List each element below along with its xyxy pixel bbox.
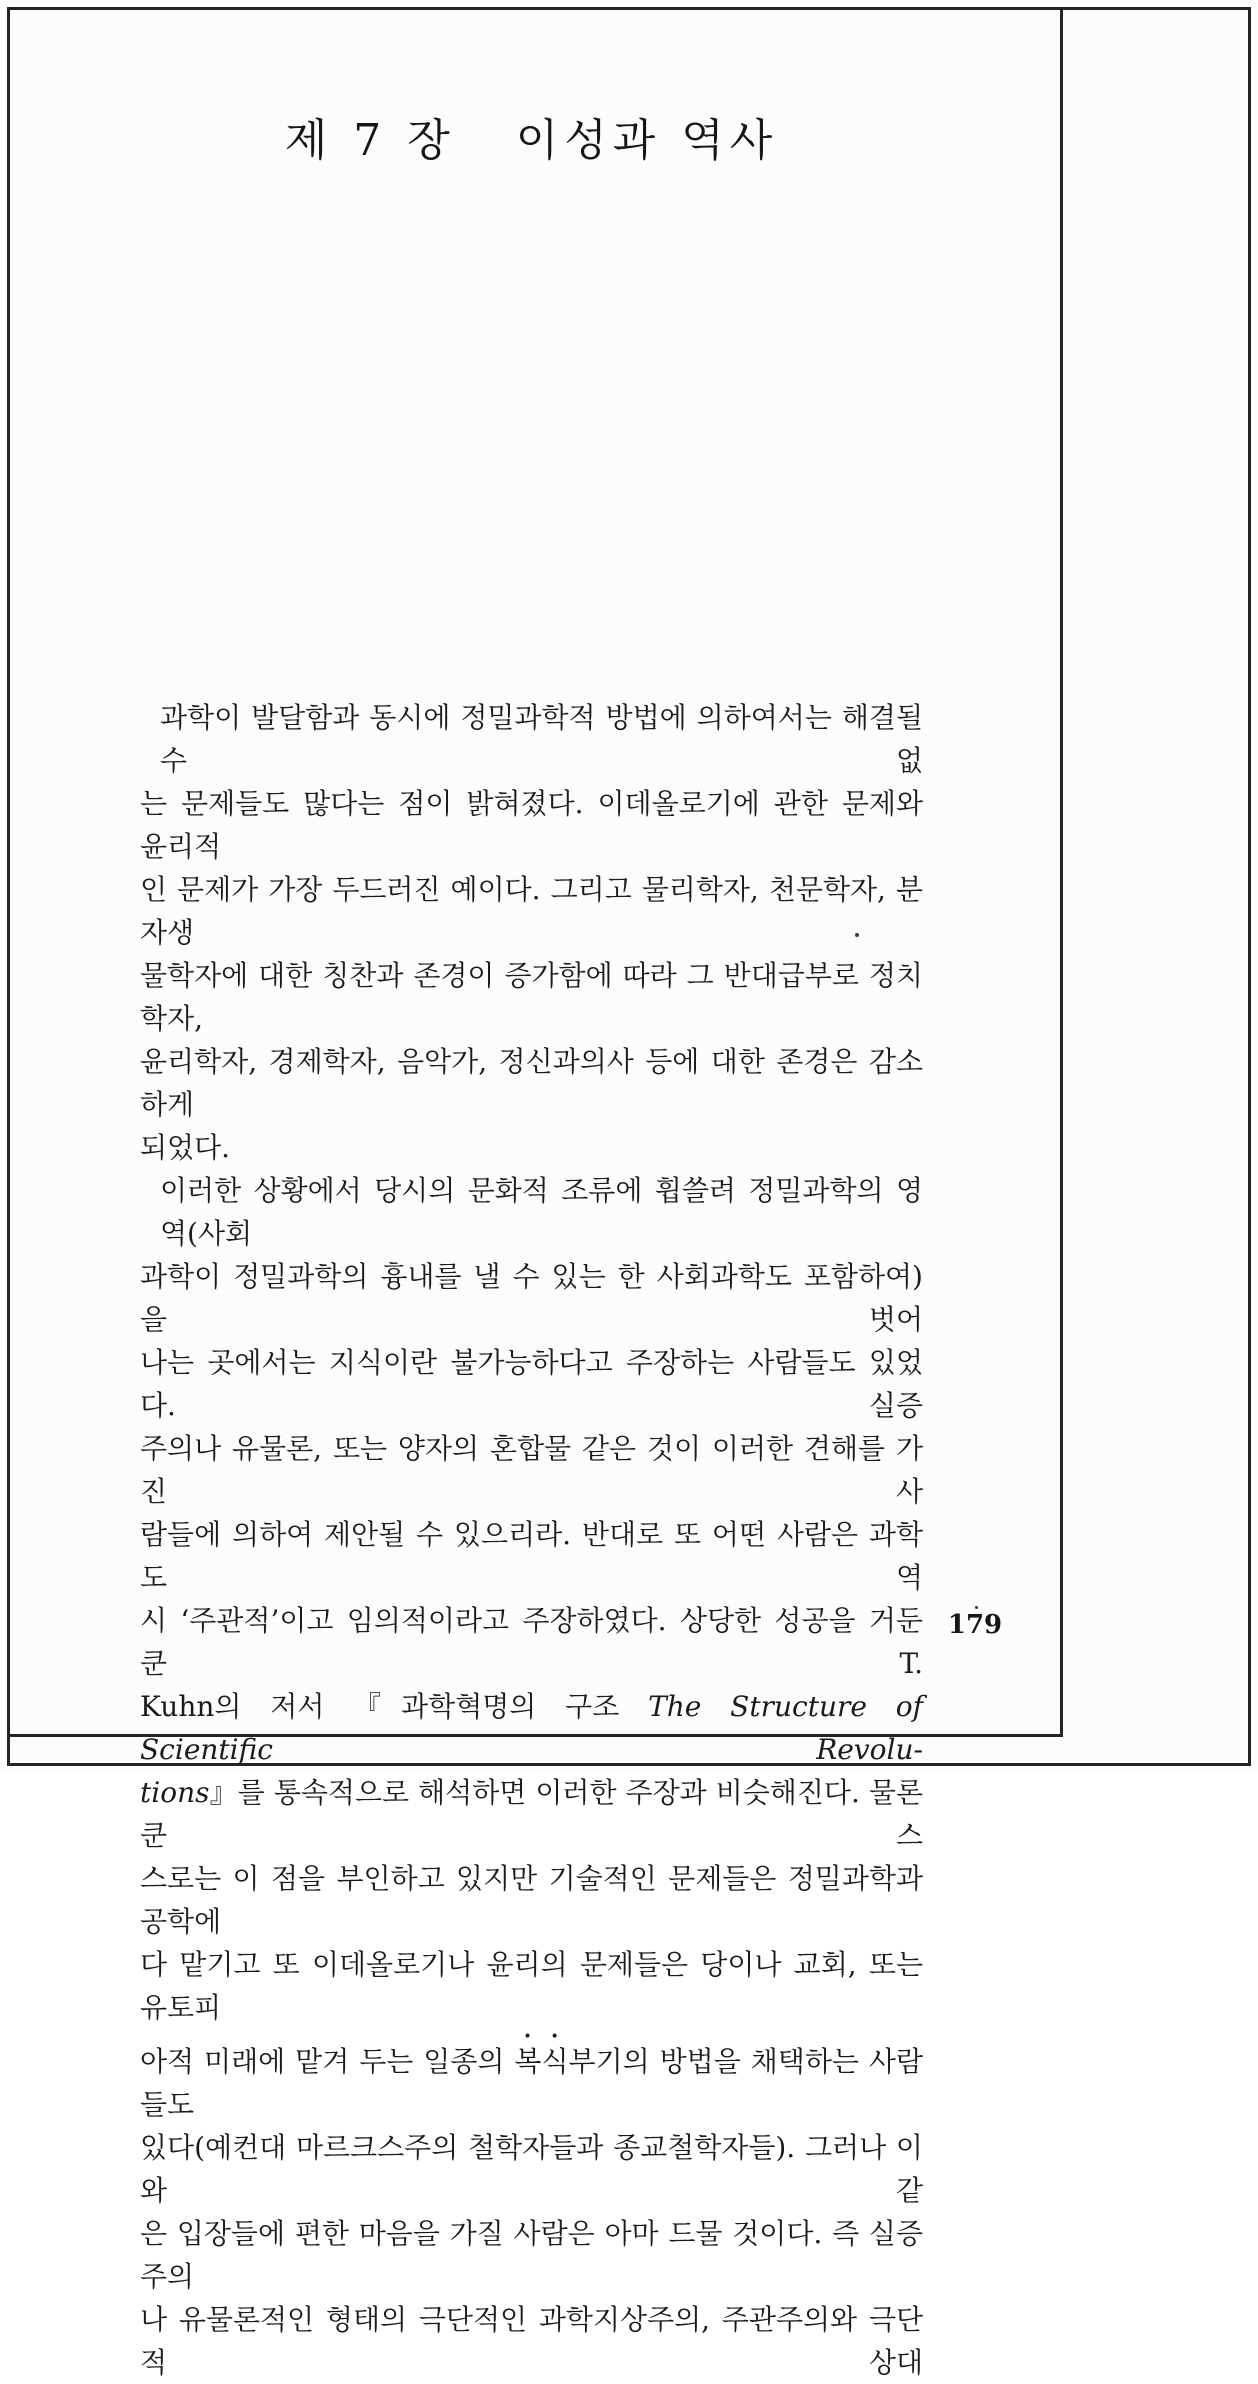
english-italic-text: tions xyxy=(140,1776,210,1809)
korean-text: 부기의 방법을 채택하는 사람들도 xyxy=(140,2045,923,2121)
scan-speck xyxy=(855,933,859,937)
korean-text: 주의나 유물론, 또는 양자의 혼합물 같은 것이 이러한 견해를 가진 사 xyxy=(140,1432,923,1508)
korean-text: 은 입장들에 편한 마음을 가질 사람은 아마 드물 것이다. 즉 실증주의 xyxy=(140,2217,923,2293)
korean-text: 물학자에 대한 칭찬과 존경이 증가함에 따라 그 반대급부로 정치학자, xyxy=(140,959,923,1035)
korean-text: 아적 미래에 맡겨 두는 일종의 xyxy=(140,2045,515,2078)
text-line xyxy=(140,696,923,782)
text-line xyxy=(140,2126,923,2212)
korean-text: 과학이 정밀과학의 흉내를 낼 수 있는 한 사회과학도 포함하여)을 벗어 xyxy=(140,1260,923,1336)
english-italic-text: The Structure of Scientific Revolu- xyxy=(140,1690,923,1766)
text-line xyxy=(140,1427,923,1513)
text-line xyxy=(140,1126,923,1169)
text-line xyxy=(140,2029,923,2126)
korean-text: 는 문제들도 많다는 점이 밝혀졌다. 이데올로기에 관한 문제와 윤리적 xyxy=(140,787,923,863)
text-line xyxy=(140,782,923,868)
text-line xyxy=(140,1857,923,1943)
korean-text: 람들에 의하여 제안될 수 있으리라. 반대로 또 어떤 사람은 과학도 역 xyxy=(140,1518,923,1594)
text-line xyxy=(140,2212,923,2298)
korean-text: 있다(예컨대 마르크스주의 철학자들과 종교철학자들). 그러나 이와 같 xyxy=(140,2131,923,2207)
text-line xyxy=(140,1040,923,1126)
text-line xyxy=(140,1513,923,1599)
korean-text: 스로는 이 점을 부인하고 있지만 기술적인 문제들은 정밀과학과 공학에 xyxy=(140,1862,923,1938)
body-text xyxy=(140,696,923,2384)
text-line xyxy=(140,1685,923,1771)
text-line xyxy=(140,1255,923,1341)
text-line xyxy=(140,2298,923,2384)
text-line xyxy=(140,1599,923,1685)
chapter-title: 제 7 장 이성과 역사 xyxy=(284,115,779,166)
page-number: 179 xyxy=(947,1610,1003,1640)
text-line xyxy=(140,1169,923,1255)
page-right-edge-line xyxy=(1060,7,1063,1737)
korean-text: 이러한 상황에서 당시의 문화적 조류에 휩쓸려 정밀과학의 영역(사회 xyxy=(160,1174,923,1250)
korean-text: Kuhn의 저서 『과학혁명의 구조 xyxy=(140,1690,649,1723)
korean-text: 과학이 발달함과 동시에 정밀과학적 방법에 의하여서는 해결될 수 없 xyxy=(160,701,923,777)
korean-text: 윤리학자, 경제학자, 음악가, 정신과의사 등에 대한 존경은 감소하게 xyxy=(140,1045,923,1121)
text-line xyxy=(140,954,923,1040)
text-line xyxy=(140,1943,923,2029)
korean-text: 되었다. xyxy=(140,1131,231,1164)
korean-text: 나 유물론적인 형태의 극단적인 과학지상주의, 주관주의와 극단적 상대 xyxy=(140,2303,923,2379)
korean-text: 인 문제가 가장 두드러진 예이다. 그리고 물리학자, 천문학자, 분자생 xyxy=(140,873,923,949)
emphasized-text: 복식 xyxy=(514,2045,569,2078)
text-line xyxy=(140,868,923,954)
korean-text: 나는 곳에서는 지식이란 불가능하다고 주장하는 사람들도 있었다. 실증 xyxy=(140,1346,923,1422)
korean-text: 다 맡기고 또 이데올로기나 윤리의 문제들은 당이나 교회, 또는 유토피 xyxy=(140,1948,923,2024)
korean-text: 』를 통속적으로 해석하면 이러한 주장과 비슷해진다. 물론 쿤 스 xyxy=(140,1776,923,1852)
scan-speck xyxy=(975,1606,978,1609)
text-line xyxy=(140,1771,923,1857)
korean-text: 시 ‘주관적’이고 임의적이라고 주장하였다. 상당한 성공을 거둔 쿤 T. xyxy=(140,1604,923,1680)
text-line xyxy=(140,1341,923,1427)
